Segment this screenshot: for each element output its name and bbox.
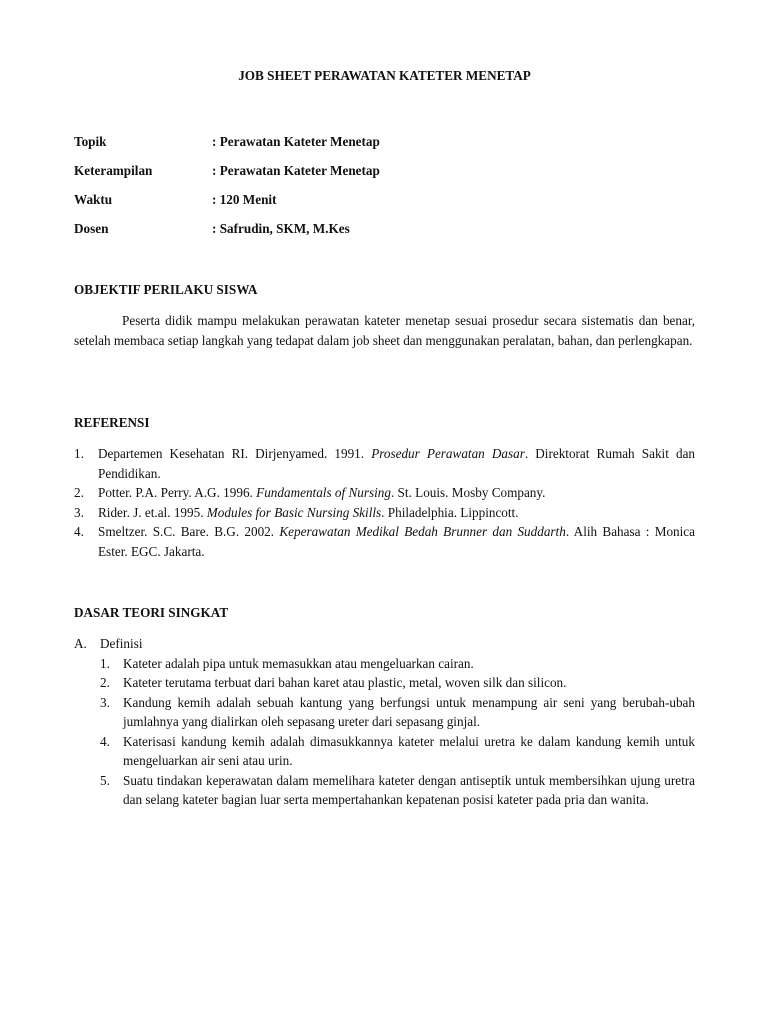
definition-item <box>100 654 695 674</box>
item-number: 3. <box>100 694 110 710</box>
meta-label: Topik <box>74 134 107 149</box>
reference-item <box>74 444 695 483</box>
definition-item <box>100 693 695 732</box>
meta-row-topik <box>74 132 695 161</box>
meta-value: : Safrudin, SKM, M.Kes <box>212 221 350 236</box>
reference-author: Rider. J. et.al. 1995. <box>98 504 207 520</box>
reference-author: Departemen Kesehatan RI. Dirjenyamed. 1991. <box>98 446 372 461</box>
item-number: 5. <box>100 772 110 788</box>
reference-item <box>74 483 695 503</box>
reference-publisher: . Direktorat Rumah Sakit dan Pendidikan. <box>98 446 696 481</box>
reference-publisher: . Alih Bahasa : Monica Ester. EGC. Jakarta. <box>98 524 695 559</box>
reference-item <box>74 522 695 561</box>
item-number: 4. <box>100 733 110 749</box>
item-text: Kateter terutama terbuat dari bahan karet atau plastic, metal, woven silk dan silicon. <box>123 675 567 690</box>
objective-paragraph: Peserta didik mampu melakukan perawatan kateter menetap sesuai prosedur secara sistematis dan benar, setelah membaca setiap langkah yang tedapat dalam job sheet dan menggunakan peralatan, bahan, dan perlengkapan. <box>74 313 695 348</box>
item-number: 2. <box>100 675 110 690</box>
definition-item <box>100 771 695 810</box>
reference-title: Keperawatan Medikal Bedah Brunner dan Suddarth <box>279 524 566 539</box>
meta-label: Waktu <box>74 192 113 207</box>
meta-label: Dosen <box>74 221 109 236</box>
reference-author: Potter. P.A. Perry. A.G. 1996. <box>98 485 257 500</box>
section-title: Definisi <box>100 636 143 651</box>
definition-item <box>100 673 695 693</box>
meta-row-dosen <box>74 219 695 248</box>
reference-author: Smeltzer. S.C. Bare. B.G. 2002. <box>98 524 280 539</box>
meta-row-waktu <box>74 190 695 219</box>
meta-label: Keterampilan <box>74 163 153 178</box>
item-text: Kandung kemih adalah sebuah kantung yang berfungsi untuk menampung air seni yang berubah-ubah jumlahnya yang dialirkan oleh sepasang ureter dari sepasang ginjal. <box>123 694 695 729</box>
reference-publisher: . St. Louis. Mosby Company. <box>390 485 546 500</box>
reference-item <box>74 503 695 523</box>
section-letter: A. <box>74 636 87 651</box>
theory-heading: DASAR TEORI SINGKAT <box>74 605 229 620</box>
reference-number: 4. <box>74 524 84 539</box>
item-text: Katerisasi kandung kemih adalah dimasukkannya kateter melalui uretra ke dalam kandung kemih untuk mengeluarkan air seni atau urin. <box>123 733 695 768</box>
references-heading: REFERENSI <box>74 415 150 430</box>
reference-title: Modules for Basic Nursing Skills <box>206 504 382 520</box>
reference-publisher: . Philadelphia. Lippincott. <box>381 504 519 520</box>
theory-sections <box>74 634 695 810</box>
item-text: Suatu tindakan keperawatan dalam memelihara kateter dengan antiseptik untuk membersihkan ujung uretra dan selang kateter bagian luar serta mempertahankan kepatenan posisi kateter pada pria dan wanita. <box>123 772 695 807</box>
definition-item <box>100 732 695 771</box>
definition-list <box>100 654 695 810</box>
meta-row-keterampilan <box>74 161 695 190</box>
item-text: Kateter adalah pipa untuk memasukkan atau mengeluarkan cairan. <box>123 655 474 671</box>
objective-heading: OBJEKTIF PERILAKU SISWA <box>74 282 258 297</box>
reference-number: 1. <box>74 446 84 461</box>
meta-table <box>74 132 695 248</box>
meta-value: : Perawatan Kateter Menetap <box>212 163 380 178</box>
document-title: JOB SHEET PERAWATAN KATETER MENETAP <box>238 68 531 83</box>
reference-title: Fundamentals of Nursing <box>256 485 391 500</box>
item-number: 1. <box>100 655 110 671</box>
theory-section <box>74 634 695 810</box>
reference-number: 3. <box>74 504 84 520</box>
references-list <box>74 444 695 561</box>
reference-title: Prosedur Perawatan Dasar <box>371 446 525 461</box>
reference-number: 2. <box>74 485 84 500</box>
meta-value: : Perawatan Kateter Menetap <box>212 134 380 149</box>
meta-value: : 120 Menit <box>212 192 277 207</box>
